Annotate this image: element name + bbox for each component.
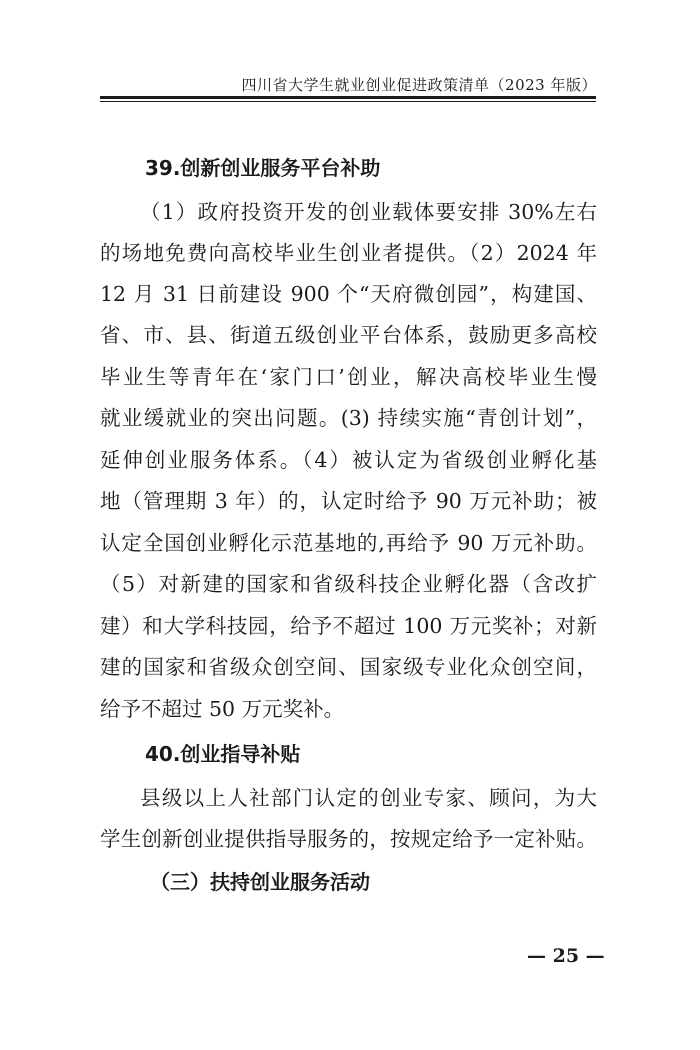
section-40-paragraph-line: 学生创新创业提供指导服务的，按规定给予一定补贴。 xyxy=(100,827,597,851)
header-rule xyxy=(100,96,596,102)
section-39-paragraph-line: 给予不超过 50 万元奖补。 xyxy=(100,697,345,721)
section-39-paragraph-line: 建）和大学科技园，给予不超过 100 万元奖补；对新 xyxy=(100,614,597,638)
section-39-paragraph-line: 省、市、县、街道五级创业平台体系，鼓励更多高校 xyxy=(100,323,597,347)
section-39-paragraph-line: 毕业生等青年在‘家门口’创业，解决高校毕业生慢 xyxy=(100,365,597,389)
section-40-heading: 40.创业指导补贴 xyxy=(145,742,301,766)
section-39-paragraph-line: 延伸创业服务体系。（4）被认定为省级创业孵化基 xyxy=(100,448,597,472)
page-header-title: 四川省大学生就业创业促进政策清单（2023 年版） xyxy=(241,76,597,94)
section-39-paragraph-line: 地（管理期 3 年）的，认定时给予 90 万元补助；被 xyxy=(100,489,597,513)
section-39-paragraph-line: 12 月 31 日前建设 900 个“天府微创园”，构建国、 xyxy=(100,282,597,306)
section-39-paragraph-line: （5）对新建的国家和省级科技企业孵化器（含改扩 xyxy=(100,572,597,596)
subsection-heading: （三）扶持创业服务活动 xyxy=(150,870,370,894)
section-39-paragraph-line: （1）政府投资开发的创业载体要安排 30%左右 xyxy=(140,200,597,224)
section-40-paragraph-line: 县级以上人社部门认定的创业专家、顾问，为大 xyxy=(140,786,597,810)
section-39-paragraph-line: 的场地免费向高校毕业生创业者提供。（2）2024 年 xyxy=(100,241,597,265)
section-39-heading: 39.创新创业服务平台补助 xyxy=(145,156,381,180)
section-39-paragraph-line: 认定全国创业孵化示范基地的,再给予 90 万元补助。 xyxy=(100,531,597,555)
section-39-paragraph-line: 建的国家和省级众创空间、国家级专业化众创空间， xyxy=(100,655,597,679)
section-39-paragraph-line: 就业缓就业的突出问题。(3) 持续实施“青创计划”， xyxy=(100,406,597,430)
page-number: — 25 — xyxy=(527,945,605,967)
